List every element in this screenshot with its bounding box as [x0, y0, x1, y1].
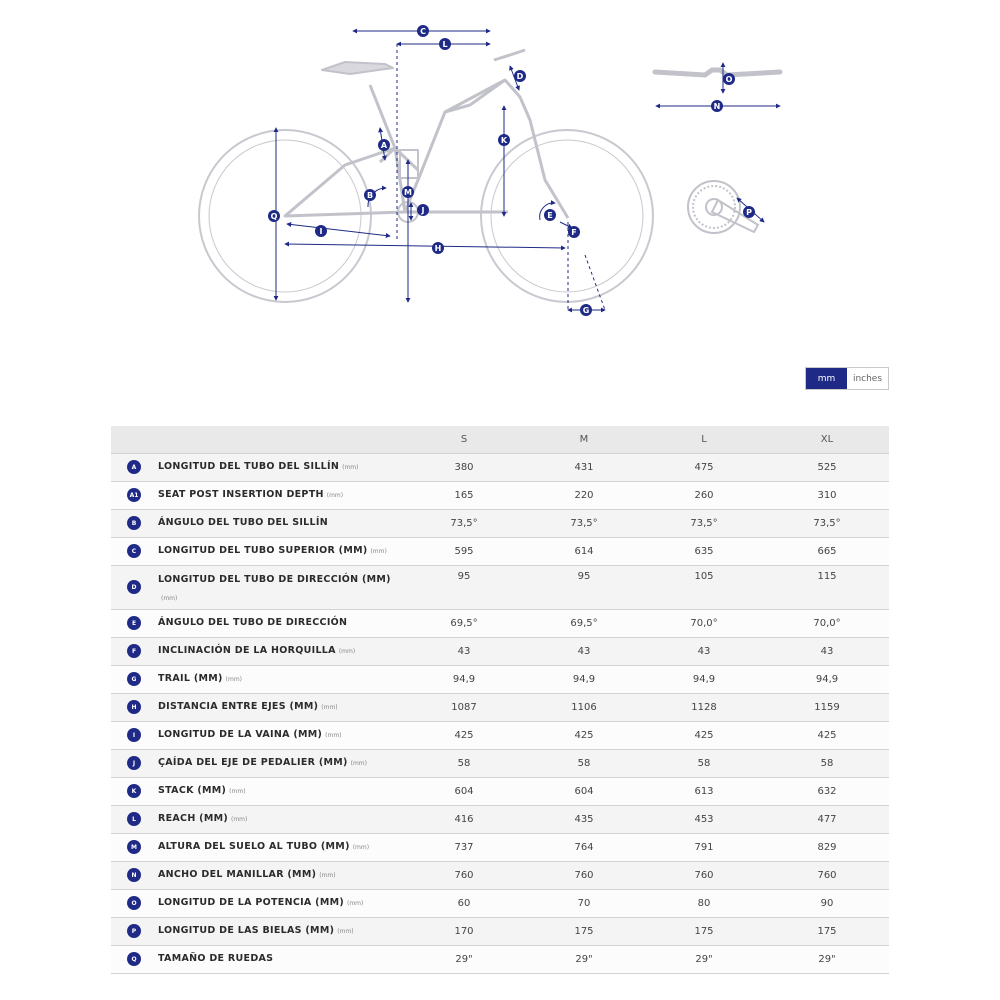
row-value-s: 73,5° [450, 517, 478, 529]
row-unit: (mm) [337, 927, 354, 935]
row-code-cell [111, 693, 157, 721]
diagram-marker-h [432, 242, 444, 254]
row-label-cell [157, 833, 403, 861]
row-value-s: 58 [457, 757, 471, 769]
svg-text:F: F [571, 228, 577, 237]
row-value-s: 94,9 [452, 673, 476, 685]
row-code-cell [111, 749, 157, 777]
svg-text:H: H [434, 244, 442, 253]
row-value-l: 70,0° [690, 617, 718, 629]
row-value-m: 764 [574, 841, 594, 853]
row-label: TAMAÑO DE RUEDAS [158, 953, 274, 964]
svg-text:E: E [547, 211, 553, 220]
geometry-table [111, 426, 889, 974]
row-value-s: 737 [454, 841, 474, 853]
row-value-l: 105 [694, 570, 714, 582]
row-value-xl: 632 [817, 785, 837, 797]
row-value-l: 453 [694, 813, 714, 825]
row-unit: (mm) [342, 463, 359, 471]
diagram-marker-o [723, 73, 735, 85]
row-label: LONGITUD DEL TUBO SUPERIOR (MM) [158, 544, 368, 556]
row-value-m: 43 [577, 645, 591, 657]
row-value-m: 604 [574, 785, 594, 797]
diagram-marker-l [439, 38, 451, 50]
row-value-l: 760 [694, 869, 714, 881]
row-code-cell [111, 777, 157, 805]
row-code-badge: P [127, 924, 141, 938]
svg-text:K: K [500, 136, 508, 145]
row-unit: (mm) [321, 703, 338, 711]
row-value-l: 613 [694, 785, 714, 797]
row-label-cell [157, 637, 403, 665]
header-size-l: L [701, 433, 707, 445]
diagram-marker-q [268, 210, 280, 222]
row-value-m: 435 [574, 813, 594, 825]
row-unit: (mm) [352, 843, 370, 851]
row-unit: (mm) [229, 787, 246, 795]
row-unit: (mm) [161, 594, 178, 602]
row-value-xl: 760 [817, 869, 837, 881]
row-code-cell [111, 565, 157, 609]
row-unit: (mm) [338, 647, 356, 655]
row-value-l: 94,9 [692, 673, 716, 685]
row-value-m: 73,5° [570, 517, 598, 529]
row-label: TRAIL (MM) [158, 672, 223, 684]
row-value-m: 94,9 [572, 673, 596, 685]
row-label: INCLINACIÓN DE LA HORQUILLA [158, 644, 336, 656]
row-label-cell [157, 481, 403, 509]
row-code-cell [111, 637, 157, 665]
row-value-l: 475 [694, 461, 714, 473]
row-code-badge: N [127, 868, 141, 882]
header-blank [157, 426, 403, 453]
row-label-cell [157, 565, 403, 609]
row-label: ANCHO DEL MANILLAR (MM) [158, 868, 317, 880]
table-row [111, 637, 889, 665]
diagram-marker-c [417, 25, 429, 37]
row-value-s: 165 [454, 489, 474, 501]
row-value-m: 431 [574, 461, 594, 473]
row-label-cell [157, 945, 403, 973]
row-label-cell [157, 721, 403, 749]
row-value-s: 760 [454, 869, 474, 881]
table-row [111, 537, 889, 565]
row-unit: (mm) [326, 491, 344, 499]
table-row [111, 509, 889, 537]
row-value-l: 43 [697, 645, 711, 657]
handlebar-diagram [655, 63, 780, 106]
row-value-s: 95 [457, 570, 471, 582]
row-value-l: 175 [694, 925, 714, 937]
row-value-xl: 477 [817, 813, 837, 825]
row-value-m: 1106 [571, 701, 597, 713]
row-label: ÇAÍDA DEL EJE DE PEDALIER (MM) [158, 756, 348, 768]
row-value-m: 760 [574, 869, 594, 881]
crankset-diagram [688, 181, 764, 233]
row-value-s: 69,5° [450, 617, 478, 629]
row-code-cell [111, 721, 157, 749]
row-value-m: 58 [577, 757, 591, 769]
header-size-m: M [579, 433, 589, 445]
table-row [111, 861, 889, 889]
table-row [111, 453, 889, 481]
table-row [111, 917, 889, 945]
table-row [111, 721, 889, 749]
geometry-diagram [0, 0, 1000, 340]
row-value-m: 70 [577, 897, 591, 909]
row-value-xl: 43 [820, 645, 834, 657]
row-value-l: 425 [694, 729, 714, 741]
row-value-xl: 58 [820, 757, 834, 769]
diagram-marker-n [711, 100, 723, 112]
row-label-cell [157, 609, 403, 637]
row-unit: (mm) [230, 815, 248, 823]
row-value-xl: 525 [817, 461, 837, 473]
row-value-xl: 1159 [814, 701, 840, 713]
svg-text:O: O [725, 75, 733, 84]
diagram-marker-a [378, 139, 390, 151]
row-value-l: 58 [697, 757, 711, 769]
svg-text:Q: Q [270, 212, 278, 221]
row-value-l: 260 [694, 489, 714, 501]
row-label-cell [157, 777, 403, 805]
diagram-marker-e [544, 209, 556, 221]
table-row [111, 609, 889, 637]
row-label-cell [157, 453, 403, 481]
row-value-s: 29" [455, 953, 473, 965]
row-code-cell [111, 453, 157, 481]
row-value-xl: 115 [817, 570, 837, 582]
row-code-cell [111, 833, 157, 861]
row-code-badge: H [127, 700, 141, 714]
unit-inches-button[interactable]: inches [847, 368, 888, 389]
row-label: REACH (MM) [158, 812, 228, 824]
row-value-s: 604 [454, 785, 474, 797]
row-code-badge: Q [127, 952, 141, 966]
row-value-l: 1128 [691, 701, 717, 713]
row-label-cell [157, 917, 403, 945]
row-value-s: 380 [454, 461, 474, 473]
row-code-badge: G [127, 672, 141, 686]
row-label: LONGITUD DEL TUBO DEL SILLÍN [158, 460, 340, 472]
table-row [111, 945, 889, 973]
row-label: ÁNGULO DEL TUBO DE DIRECCIÓN [158, 617, 348, 628]
row-value-xl: 94,9 [815, 673, 839, 685]
table-row [111, 777, 889, 805]
row-label: LONGITUD DEL TUBO DE DIRECCIÓN (MM) [158, 573, 391, 585]
row-value-xl: 90 [820, 897, 834, 909]
row-code-cell [111, 509, 157, 537]
row-code-cell [111, 481, 157, 509]
row-code-cell [111, 889, 157, 917]
row-value-xl: 29" [818, 953, 836, 965]
table-row [111, 833, 889, 861]
diagram-marker-b [364, 189, 376, 201]
row-label-cell [157, 509, 403, 537]
row-value-m: 614 [574, 545, 594, 557]
diagram-marker-g [580, 304, 592, 316]
svg-text:C: C [420, 27, 426, 36]
row-value-s: 595 [454, 545, 474, 557]
row-label: LONGITUD DE LAS BIELAS (MM) [158, 924, 335, 936]
row-value-l: 73,5° [690, 517, 718, 529]
row-code-badge: A1 [127, 488, 141, 502]
row-code-badge: M [127, 840, 141, 854]
row-value-s: 425 [454, 729, 474, 741]
row-label: LONGITUD DE LA POTENCIA (MM) [158, 896, 344, 908]
table-row [111, 749, 889, 777]
header-blank [111, 426, 157, 453]
dimension-lines [276, 31, 605, 312]
table-header-row [111, 426, 889, 453]
row-code-badge: O [127, 896, 141, 910]
row-value-m: 69,5° [570, 617, 598, 629]
svg-text:A: A [380, 141, 388, 150]
row-value-m: 220 [574, 489, 594, 501]
row-code-cell [111, 945, 157, 973]
row-code-badge: I [127, 728, 141, 742]
row-label: ÁNGULO DEL TUBO DEL SILLÍN [158, 517, 328, 528]
unit-toggle [805, 367, 889, 390]
row-label: SEAT POST INSERTION DEPTH [158, 488, 324, 500]
row-value-xl: 310 [817, 489, 837, 501]
row-code-badge: C [127, 544, 141, 558]
row-unit: (mm) [319, 871, 336, 879]
row-code-cell [111, 537, 157, 565]
row-value-s: 170 [454, 925, 474, 937]
header-size-xl: XL [820, 433, 834, 445]
row-code-badge: J [127, 756, 141, 770]
table-row [111, 481, 889, 509]
svg-text:P: P [746, 208, 752, 217]
row-label-cell [157, 889, 403, 917]
table-row [111, 665, 889, 693]
row-unit: (mm) [350, 759, 367, 767]
row-value-m: 425 [574, 729, 594, 741]
table-row [111, 565, 889, 609]
diagram-marker-d [514, 70, 526, 82]
svg-text:J: J [421, 206, 425, 215]
row-code-cell [111, 665, 157, 693]
row-unit: (mm) [225, 675, 243, 683]
row-label-cell [157, 749, 403, 777]
svg-text:B: B [366, 191, 374, 200]
row-value-l: 80 [697, 897, 711, 909]
row-label: ALTURA DEL SUELO AL TUBO (MM) [158, 840, 350, 852]
row-code-cell [111, 609, 157, 637]
row-value-m: 175 [574, 925, 594, 937]
row-value-s: 43 [457, 645, 471, 657]
row-unit: (mm) [325, 731, 342, 739]
svg-text:I: I [319, 227, 323, 236]
row-label: DISTANCIA ENTRE EJES (MM) [158, 700, 319, 712]
table-row [111, 693, 889, 721]
row-value-xl: 829 [817, 841, 837, 853]
svg-text:N: N [713, 102, 721, 111]
row-label-cell [157, 861, 403, 889]
diagram-marker-j [417, 204, 429, 216]
row-label: STACK (MM) [158, 784, 227, 796]
row-value-m: 95 [577, 570, 591, 582]
row-value-l: 635 [694, 545, 714, 557]
row-value-l: 29" [695, 953, 713, 965]
row-code-cell [111, 805, 157, 833]
diagram-marker-p [743, 206, 755, 218]
table-row [111, 889, 889, 917]
row-unit: (mm) [346, 899, 364, 907]
row-value-s: 1087 [451, 701, 477, 713]
svg-text:D: D [516, 72, 524, 81]
row-code-badge: K [127, 784, 141, 798]
row-value-s: 60 [457, 897, 471, 909]
row-code-badge: A [127, 460, 141, 474]
row-code-badge: F [127, 644, 141, 658]
row-value-m: 29" [575, 953, 593, 965]
row-code-badge: B [127, 516, 141, 530]
row-value-xl: 175 [817, 925, 837, 937]
svg-text:L: L [442, 40, 448, 49]
row-code-cell [111, 861, 157, 889]
row-label: LONGITUD DE LA VAINA (MM) [158, 728, 323, 740]
row-code-badge: E [127, 616, 141, 630]
diagram-marker-i [315, 225, 327, 237]
row-value-l: 791 [694, 841, 714, 853]
header-size-s: S [460, 433, 468, 445]
row-label-cell [157, 537, 403, 565]
diagram-marker-f [568, 226, 580, 238]
row-value-xl: 425 [817, 729, 837, 741]
row-value-xl: 665 [817, 545, 837, 557]
row-value-s: 416 [454, 813, 474, 825]
row-label-cell [157, 805, 403, 833]
row-label-cell [157, 693, 403, 721]
svg-text:G: G [582, 306, 590, 315]
table-row [111, 805, 889, 833]
diagram-marker-m [402, 186, 414, 198]
row-value-xl: 70,0° [813, 617, 841, 629]
unit-mm-button[interactable]: mm [806, 368, 847, 389]
row-value-xl: 73,5° [813, 517, 841, 529]
row-code-badge: D [127, 580, 141, 594]
diagram-marker-k [498, 134, 510, 146]
svg-text:M: M [404, 188, 412, 197]
row-unit: (mm) [370, 547, 387, 555]
row-code-badge: L [127, 812, 141, 826]
row-code-cell [111, 917, 157, 945]
row-label-cell [157, 665, 403, 693]
